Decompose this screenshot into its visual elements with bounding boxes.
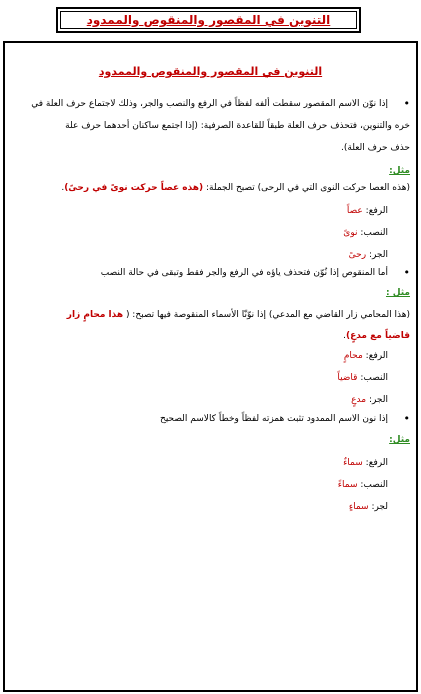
manqus-raf (11, 350, 410, 363)
nasb-label: النصب: (360, 480, 388, 490)
raf-value: عصاً (346, 206, 363, 216)
manqus-jarr (11, 394, 410, 407)
content-frame (3, 41, 418, 692)
maqsur-example-line (11, 182, 410, 195)
mamdud-jarr (11, 501, 410, 514)
maqsur-example-label (11, 165, 410, 178)
manqus-example-sentence: (هذا المحامي زار القاضي مع المدعي) إذا نوّنّا الأسماء المنقوصة فيها تصبح: ( (125, 310, 410, 320)
maqsur-jarr (11, 249, 410, 262)
example-label: مثل: (389, 166, 410, 176)
manqus-rule-text: أما المنقوص إذا نُوّن فتحذف ياؤه في الرفع والجر فقط وتبقى في حالة النصب (100, 268, 388, 278)
mamdud-rule-text: إذا نون الاسم الممدود تثبت همزته لفظاً وخطاً كالاسم الصحيح (160, 414, 388, 424)
section-heading: التنوين في المقصور والمنقوص والممدود (98, 65, 323, 78)
raf-value: سماءٌ (343, 458, 363, 468)
maqsur-example-end: . (61, 183, 65, 193)
maqsur-rule-line1-text: إذا نوّن الاسم المقصور سقطت ألفه لفظاً في الرفع والنصب والجر، وذلك لاجتماع حرف العلة في (31, 99, 388, 109)
nasb-value: سماءً (337, 480, 358, 490)
maqsur-rule-line3: حذف حرف العلة). (341, 143, 410, 153)
manqus-example-label (11, 287, 410, 300)
raf-label: الرفع: (365, 206, 388, 216)
example-label: مثل: (389, 435, 410, 445)
manqus-example-result-a: هذا محامٍ زار (66, 310, 124, 320)
nasb-label: النصب: (360, 373, 388, 383)
maqsur-example-sentence: (هذه العصا حركت النوى التي في الرحى) تصبح الجملة: (206, 183, 410, 193)
nasb-label: النصب: (360, 228, 388, 238)
jarr-label: الجر: (368, 250, 388, 260)
jarr-value: مدعٍ (351, 395, 367, 405)
jarr-label: الجر: (368, 395, 388, 405)
page-title: التنوين في المقصور والمنقوص والممدود (86, 13, 331, 27)
maqsur-nasb (11, 227, 410, 240)
maqsur-raf (11, 205, 410, 218)
manqus-example-line1 (11, 309, 410, 322)
mamdud-raf (11, 457, 410, 470)
nasb-value: قاضياً (337, 373, 358, 383)
raf-label: الرفع: (365, 458, 388, 468)
jarr-value: سماءٍ (348, 502, 369, 512)
nasb-value: نوىً (343, 228, 358, 238)
maqsur-rule-line2: خره والتنوين، فتحذف حرف العلة طبقاً للقاعدة الصرفية: (إذا اجتمع ساكنان أحدهما حرف علة (65, 121, 410, 131)
manqus-rule (11, 267, 410, 280)
mamdud-nasb (11, 479, 410, 492)
maqsur-example-result: (هذه عصاً حركت نوىً في رحىً) (64, 183, 204, 193)
raf-value: محامٍ (343, 351, 363, 361)
mamdud-example-label (11, 434, 410, 447)
manqus-example-line2 (11, 330, 410, 343)
page-title-box (56, 7, 361, 33)
jarr-value: رحىً (348, 250, 367, 260)
mamdud-rule (11, 413, 410, 426)
manqus-nasb (11, 372, 410, 385)
manqus-example-result-b: قاضياً مع مدعٍ) (345, 331, 410, 341)
jarr-label: لجر: (371, 502, 388, 512)
raf-label: الرفع: (365, 351, 388, 361)
example-label: مثل : (385, 288, 410, 298)
maqsur-rule-line1 (11, 98, 410, 111)
manqus-example-end: . (343, 331, 346, 341)
page-title-inner (60, 11, 357, 29)
